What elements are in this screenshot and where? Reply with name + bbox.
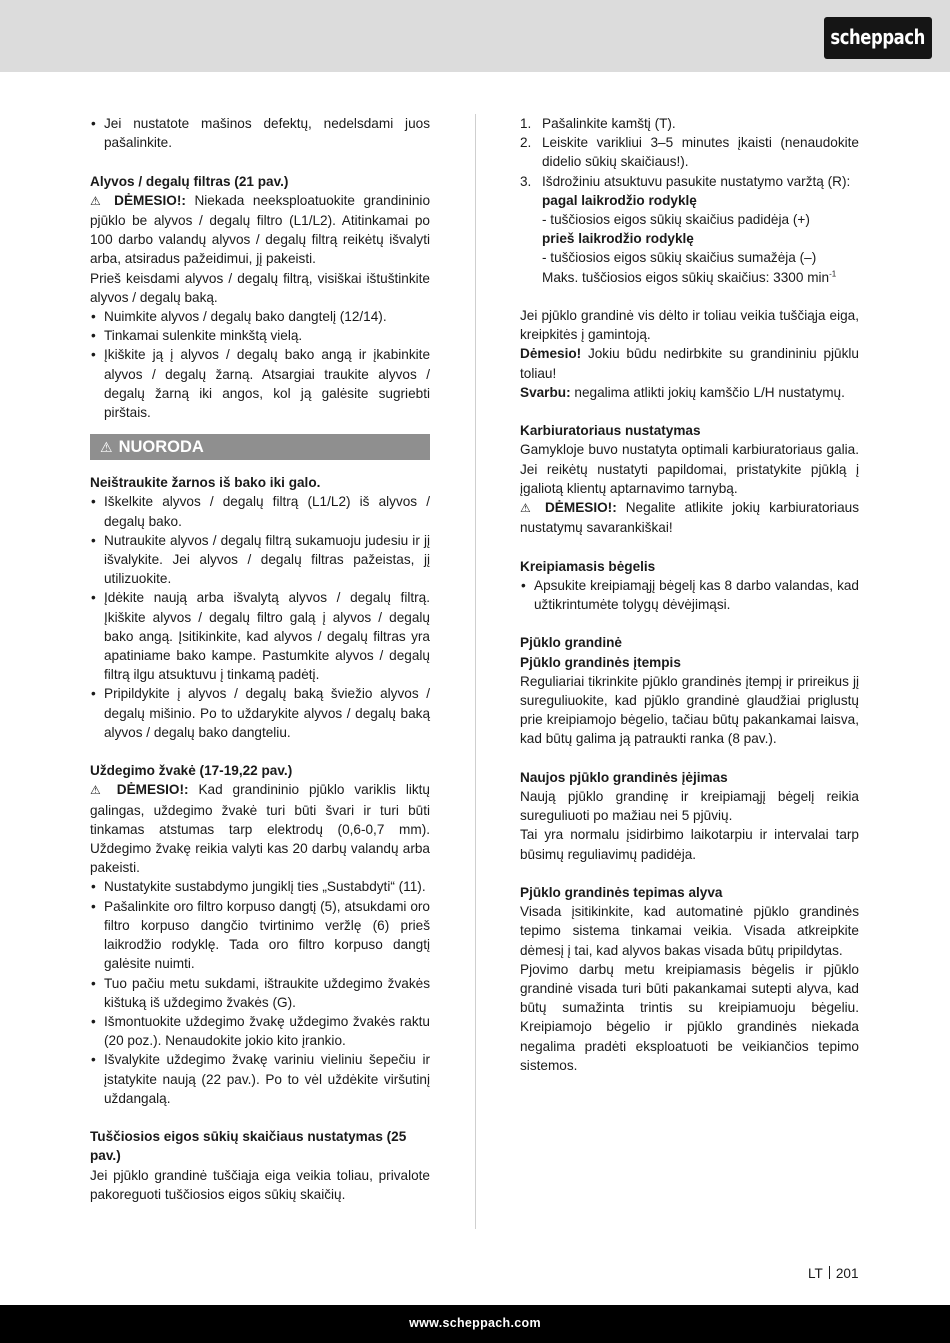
warning-label: DĖMESIO!: (116, 782, 189, 798)
list-item: • Nustatykite sustabdymo jungiklį ties „Sustabdyti“ (11). (90, 877, 430, 896)
important-label: Svarbu: (520, 384, 571, 400)
clockwise-label: pagal laikrodžio rodyklę (542, 192, 697, 208)
section-heading: Karbiuratoriaus nustatymas (520, 423, 701, 439)
warning-paragraph (520, 498, 859, 537)
numbered-step (520, 133, 859, 171)
list-item: • Išmontuokite uždegimo žvakę uždegimo žvakės raktu (20 poz.). Nenaudokite jokio kito įrankio. (90, 1012, 430, 1050)
paragraph: Naują pjūklo grandinę ir kreipiamąjį bėgelį reikia sureguliuoti po mažiau nei 5 pjūvių. (520, 789, 859, 824)
note-box (90, 434, 430, 460)
step-number: 3. (520, 173, 532, 189)
page-number (808, 1264, 859, 1283)
important-paragraph (520, 383, 859, 402)
brand-logo-text: scheppach (830, 25, 926, 50)
warning-paragraph (90, 191, 430, 269)
counterclockwise-text: - tuščiosios eigos sūkių skaičius sumažėja (–) (542, 250, 817, 266)
list-item: • Įkiškite ją į alyvos / degalų bako angą ir įkabinkite alyvos / degalų žarną. Atsargiai traukite alyvos / degalų žarną iki angos, kol ją galėsite sugriebti pirštais. (90, 345, 430, 422)
section-heading: Uždegimo žvakė (17-19,22 pav.) (90, 763, 293, 779)
step-number: 2. (520, 135, 532, 151)
footer-bar (0, 1305, 950, 1343)
paragraph: Visada įsitikinkite, kad automatinė pjūklo grandinės tepimo sistema tinkamai veikia. Visada atkreipkite dėmesį į tai, kad alyvos bakas visada būtų pripildytas. (520, 904, 859, 958)
paragraph: Tai yra normalu įsidirbimo laikotarpiu ir intervalai tarp būsimų reguliavimų padidėja. (520, 827, 859, 862)
list-item: • Apsukite kreipiamąjį bėgelį kas 8 darbo valandas, kad užtikrintumėte tolygų dėvėjimąsi. (520, 576, 859, 614)
step-text: Leiskite varikliui 3–5 minutes įkaisti (nenaudokite didelio sūkių skaičiaus!). (542, 135, 859, 170)
section-heading: Tuščiosios eigos sūkių skaičiaus nustatymas (25 pav.) (90, 1129, 407, 1164)
warning-paragraph (90, 780, 430, 877)
left-column (90, 114, 430, 1204)
section-heading: Pjūklo grandinės tepimas alyva (520, 885, 723, 901)
paragraph: Gamykloje buvo nustatyta optimali karbiuratoriaus galia. Jei reikėtų nustatyti papildomai, pristatykite pjūklą į įgaliotą klientų aptarnavimo tarnybą. (520, 442, 859, 496)
list-item: • Pašalinkite oro filtro korpuso dangtį (5), atsukdami oro filtro korpuso dangčio tvirtinimo veržlę (6) prieš laikrodžio rodyklę. Tada oro filtro korpuso dangtį galėsite nuimti. (90, 897, 430, 974)
important-text: negalima atlikti jokių kamščio L/H nustatymų. (570, 384, 845, 400)
numbered-step (520, 172, 859, 191)
website-link[interactable]: www.scheppach.com (409, 1316, 541, 1330)
note-title: NUORODA (118, 438, 204, 457)
attention-text: Jokiu būdu nedirbkite su grandininiu pjūklu toliau! (520, 346, 859, 381)
max-idle-unit-sup: -1 (829, 269, 837, 279)
paragraph: Jei pjūklo grandinė tuščiąja eiga veikia toliau, privalote pakoreguoti tuščiosios eigos sūkių skaičių. (90, 1167, 430, 1202)
list-item: • Nutraukite alyvos / degalų filtrą sukamuoju judesiu ir jį išvalykite. Jei alyvos / degalų filtras pažeistas, jį utilizuokite. (90, 531, 430, 589)
page-num: 201 (835, 1266, 859, 1281)
numbered-step (520, 114, 859, 133)
list-item: • Nuimkite alyvos / degalų bako dangtelį (12/14). (90, 307, 430, 326)
list-item: • Tuo pačiu metu sukdami, ištraukite uždegimo žvakės kištuką iš uždegimo žvakės (G). (90, 974, 430, 1012)
section-subheading: Pjūklo grandinės įtempis (520, 654, 681, 670)
paragraph: Jei pjūklo grandinė vis dėlto ir toliau veikia tuščiąja eiga, kreipkitės į gamintoją. (520, 308, 859, 343)
warning-icon: ⚠ (90, 193, 106, 208)
header-bar (0, 0, 950, 72)
page-lang: LT (808, 1266, 823, 1281)
section-heading: Pjūklo grandinė (520, 635, 622, 651)
max-idle-speed (520, 268, 859, 287)
warning-text: Kad grandininio pjūklo variklis liktų galingas, uždegimo žvakė turi būti švari ir turi būti tinkamas atstumas tarp elektrodų (0,6-0,7 mm). Uždegimo žvakę reikia valyti kas 20 darbų valandų arba pakeisti. (90, 782, 430, 876)
brand-logo (824, 17, 932, 59)
section-heading: Naujos pjūklo grandinės įėjimas (520, 769, 728, 785)
column-divider (475, 114, 476, 1229)
warning-text: Niekada neeksploatuokite grandininio pjūklo be alyvos / degalų filtro (L1/L2). Atitinkamai po 100 darbo valandų alyvos / degalų filtrą reikėtų išvalyti arba, atsiradus pažeidimui, jį pakeisti. (90, 192, 431, 267)
list-item: • Jei nustatote mašinos defektų, nedelsdami juos pašalinkite. (90, 114, 430, 152)
section-heading: Kreipiamasis bėgelis (520, 558, 656, 574)
warning-icon: ⚠ (100, 440, 113, 457)
clockwise-text: - tuščiosios eigos sūkių skaičius padidėja (+) (542, 212, 810, 228)
paragraph: Reguliariai tikrinkite pjūklo grandinės įtempį ir prireikus jį sureguliuokite, kad pjūklo grandinė glaudžiai priglustų prie kreipiamojo bėgelio, tačiau būtų pakankamai laisva, kad būtų galima ją patraukti ranka (8 pav.). (520, 673, 859, 747)
max-idle-text: Maks. tuščiosios eigos sūkių skaičius: 3300 min (542, 269, 830, 285)
paragraph: Prieš keisdami alyvos / degalų filtrą, visiškai ištuštinkite alyvos / degalų baką. (90, 270, 430, 305)
counterclockwise-label: prieš laikrodžio rodyklę (542, 231, 694, 247)
warning-text: Negalite atlikite jokių karbiuratoriaus nustatymų savarankiškai! (520, 500, 859, 536)
paragraph: Pjovimo darbų metu kreipiamasis bėgelis ir pjūklo grandinė visada turi būti pakankamai sutepti alyva, kad būtų sumažinta trintis su kreipiamuoju bėgeliu. Kreipiamojo bėgelio ir pjūklo grandinės niekada negalima pradėti eksploatuoti be veikiančios tepimo sistemos. (520, 961, 859, 1073)
warning-icon: ⚠ (520, 501, 536, 516)
section-heading: Neištraukite žarnos iš bako iki galo. (90, 475, 321, 491)
warning-label: DĖMESIO!: (544, 500, 617, 516)
section-heading: Alyvos / degalų filtras (21 pav.) (90, 173, 289, 189)
attention-label: Dėmesio! (520, 346, 582, 362)
step-text: Išdrožiniu atsuktuvu pasukite nustatymo varžtą (R): (542, 173, 851, 189)
warning-icon: ⚠ (90, 783, 107, 798)
list-item: • Iškelkite alyvos / degalų filtrą (L1/L2) iš alyvos / degalų bako. (90, 492, 430, 530)
attention-paragraph (520, 344, 859, 382)
list-item: • Tinkamai sulenkite minkštą vielą. (90, 326, 430, 345)
list-item: • Įdėkite naują arba išvalytą alyvos / degalų filtrą. Įkiškite alyvos / degalų filtro galą į alyvos / degalų bako angą. Įsitikinkite, kad alyvos / degalų filtras yra apatiniame bako kampe. Pastumkite alyvos / degalų filtrą ilgu atsuktuvu į tinkamą padėtį. (90, 588, 430, 684)
right-column (520, 114, 859, 1075)
warning-label: DĖMESIO!: (114, 192, 186, 208)
list-item: • Pripildykite į alyvos / degalų baką šviežio alyvos / degalų mišinio. Po to uždarykite alyvos / degalų baką alyvos / degalų bako dangteliu. (90, 684, 430, 742)
list-item: • Išvalykite uždegimo žvakę variniu vieliniu šepečiu ir įstatykite naują (22 pav.). Po to vėl uždėkite viršutinį uždangalą. (90, 1050, 430, 1108)
step-number: 1. (520, 116, 532, 131)
step-text: Pašalinkite kamštį (T). (542, 116, 676, 131)
